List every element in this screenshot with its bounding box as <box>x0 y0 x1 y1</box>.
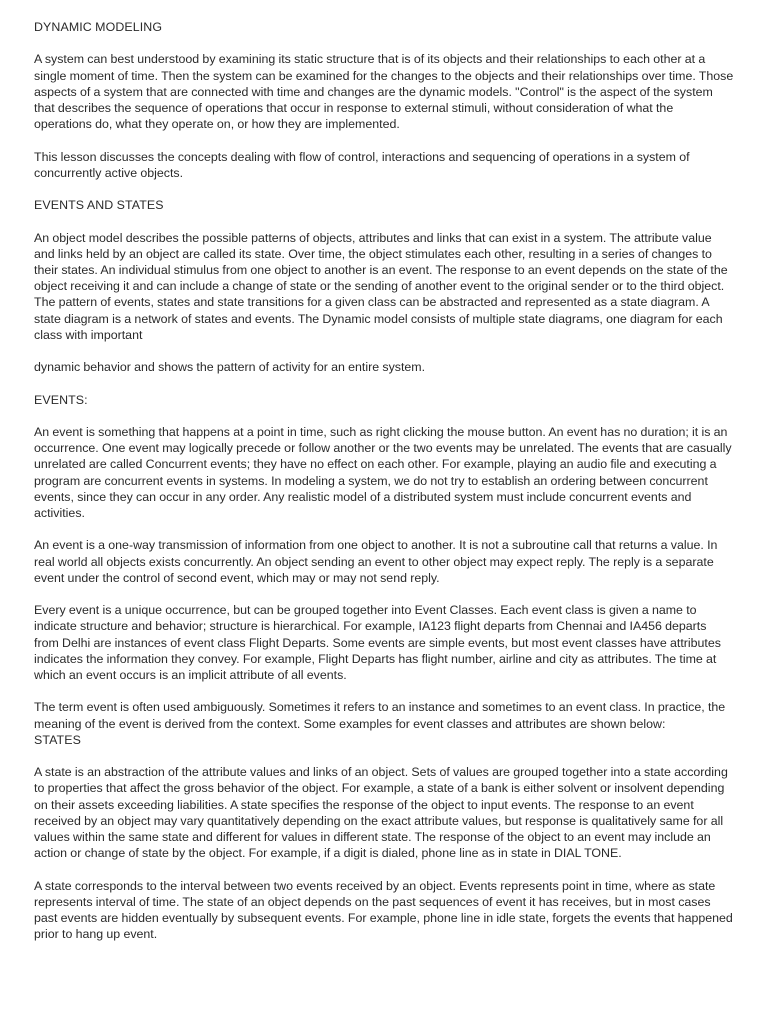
events-paragraph-2: An event is a one-way transmission of information from one object to another. It is not a subroutine call that returns a value. In real world all objects exists concurrently. An object sending an event to other object may expect reply. The reply is a separate event under the control of second event, which may or may not send reply. <box>34 538 718 585</box>
events-paragraph-4: The term event is often used ambiguously. Sometimes it refers to an instance and sometimes to an event class. In practice, the meaning of the event is derived from the context. Some examples for event classes and attributes are shown below: <box>34 700 726 731</box>
intro-paragraph-2: This lesson discusses the concepts dealing with flow of control, interactions and sequencing of operations in a system of concurrently active objects. <box>34 149 690 180</box>
events-paragraph-1: An event is something that happens at a point in time, such as right clicking the mouse button. An event has no duration; it is an occurrence. One event may logically precede or follow another or the two events may be unrelated. The events that are casually unrelated are called Concurrent events; they have no effect on each other. For example, playing an audio file and executing a program are concurrent events in systems. In modeling a system, we do not try to establish an ordering between concurrent events, since they can occur in any order. Any realistic model of a distributed system must include concurrent events and activities. <box>34 424 732 520</box>
events-paragraph-3: Every event is a unique occurrence, but can be grouped together into Event Classes. Each event class is given a name to indicate structure and behavior; structure is hierarchical. For example, IA123 flight departs from Chennai and IA456 departs from Delhi are instances of event class Flight Departs. Some events are simple events, but most event classes have attributes indicates the information they convey. For example, Flight Departs has flight number, airline and city as attributes. The time at which an event occurs is an implicit attribute of all events. <box>34 603 721 682</box>
states-paragraph-2: A state corresponds to the interval between two events received by an object. Events represents point in time, where as state represents interval of time. The state of an object depends on the past sequences of event it has receives, but in most cases past events are hidden eventually by subsequent events. For example, phone line in idle state, forgets the events that happened prior to hang up event. <box>34 878 733 942</box>
events-and-states-paragraph-2: dynamic behavior and shows the pattern of activity for an entire system. <box>34 360 426 375</box>
states-heading: STATES <box>34 732 81 747</box>
events-heading: EVENTS: <box>34 392 88 407</box>
document-page <box>34 19 734 959</box>
states-paragraph-1: A state is an abstraction of the attribute values and links of an object. Sets of values are grouped together into a state according to properties that affect the gross behavior of the object. For example, a state of a bank is either solvent or insolvent depending on their assets exceeding liabilities. A state specifies the response of the object to input events. The response to an event received by an object may vary quantitatively depending on the exact attribute values, but response is qualitatively same for all values within the same state and different for values in different state. The response of the object to an event may include an action or change of state by the object. For example, if a digit is dialed, phone line as in state in DIAL TONE. <box>34 765 728 861</box>
events-and-states-heading: EVENTS AND STATES <box>34 198 164 213</box>
document-title: DYNAMIC MODELING <box>34 20 163 34</box>
intro-paragraph-1: A system can best understood by examining its static structure that is of its objects and their relationships to each other at a single moment of time. Then the system can be examined for the changes to the objects and their relationships over time. Those aspects of a system that are connected with time and changes are the dynamic models. "Control" is the aspect of the system that describes the sequence of operations that occur in response to external stimuli, without consideration of what the operations do, what they operate on, or how they are implemented. <box>34 52 734 132</box>
events-and-states-paragraph-1: An object model describes the possible patterns of objects, attributes and links that can exist in a system. The attribute value and links held by an object are called its state. Over time, the object stimulates each other, resulting in a series of changes to their states. An individual stimulus from one object to another is an event. The response to an event depends on the state of the object receiving it and can include a change of state or the sending of another event to the original sender or to the third object. The pattern of events, states and state transitions for a given class can be abstracted and represented as a state diagram. A state diagram is a network of states and events. The Dynamic model consists of multiple state diagrams, one diagram for each class with important <box>34 230 728 342</box>
